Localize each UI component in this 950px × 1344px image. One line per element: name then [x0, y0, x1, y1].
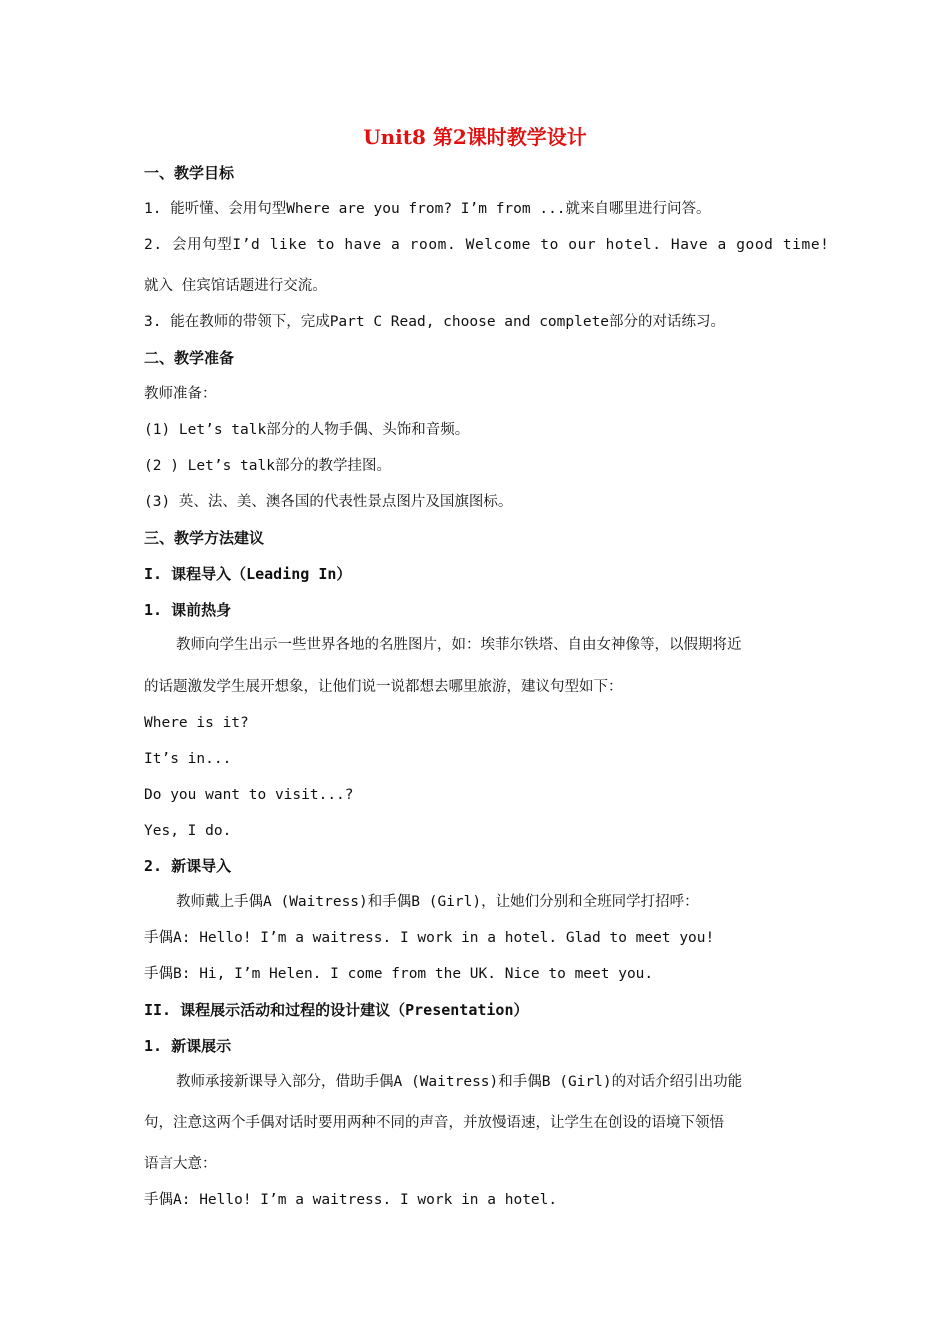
dialogue-line-3: 手偶A: Hello! I’m a waitress. I work in a hotel. — [144, 1192, 558, 1208]
subheading-lead-in: 2. 新课导入 — [144, 857, 232, 875]
section-heading-methods: 三、教学方法建议 — [144, 529, 265, 547]
section-heading-preparation: 二、教学准备 — [144, 349, 235, 367]
preparation-item-2: (2 ) Let’s talk部分的教学挂图。 — [144, 458, 391, 474]
objective-2-continued: 就入 住宾馆话题进行交流。 — [144, 278, 327, 294]
paragraph-presentation-line-3: 语言大意： — [144, 1156, 217, 1172]
objective-3: 3. 能在教师的带领下，完成Part C Read, choose and complete部分的对话练习。 — [144, 314, 726, 330]
preparation-intro: 教师准备： — [144, 386, 217, 402]
subheading-warm-up: 1. 课前热身 — [144, 601, 232, 619]
paragraph-warm-up-line-1: 教师向学生出示一些世界各地的名胜图片，如：埃菲尔铁塔、自由女神像等，以假期将近 — [176, 637, 742, 653]
paragraph-lead-in: 教师戴上手偶A (Waitress)和手偶B (Girl)，让她们分别和全班同学打招呼： — [176, 894, 699, 910]
paragraph-presentation-line-2: 句，注意这两个手偶对话时要用两种不同的声音，并放慢语速，让学生在创设的语境下领悟 — [144, 1115, 724, 1131]
preparation-item-1: (1) Let’s talk部分的人物手偶、头饰和音频。 — [144, 422, 470, 438]
dialogue-line-1: 手偶A: Hello! I’m a waitress. I work in a hotel. Glad to meet you! — [144, 930, 715, 946]
section-heading-objectives: 一、教学目标 — [144, 164, 235, 182]
paragraph-warm-up-line-2: 的话题激发学生展开想象，让他们说一说都想去哪里旅游，建议句型如下： — [144, 679, 623, 695]
objective-1: 1. 能听懂、会用句型Where are you from? I’m from ...就来自哪里进行问答。 — [144, 201, 711, 217]
dialogue-line-2: 手偶B: Hi, I’m Helen. I come from the UK. Nice to meet you. — [144, 966, 654, 982]
subheading-new-lesson: 1. 新课展示 — [144, 1037, 232, 1055]
objective-2: 2. 会用句型I’d like to have a room. Welcome to our hotel. Have a good time! — [144, 237, 830, 253]
part-heading-leading-in: I. 课程导入（Leading In） — [144, 565, 352, 583]
paragraph-presentation-line-1: 教师承接新课导入部分，借助手偶A (Waitress)和手偶B (Girl)的对话介绍引出功能 — [176, 1074, 743, 1090]
sample-sentence-1: Where is it? — [144, 715, 249, 731]
sample-sentence-3: Do you want to visit...? — [144, 787, 354, 803]
sample-sentence-4: Yes, I do. — [144, 823, 232, 839]
sample-sentence-2: It’s in... — [144, 751, 232, 767]
part-heading-presentation: II. 课程展示活动和过程的设计建议（Presentation） — [144, 1001, 529, 1019]
page-title: Unit8 第2课时教学设计 — [363, 125, 587, 149]
preparation-item-3: (3) 英、法、美、澳各国的代表性景点图片及国旗图标。 — [144, 494, 513, 510]
